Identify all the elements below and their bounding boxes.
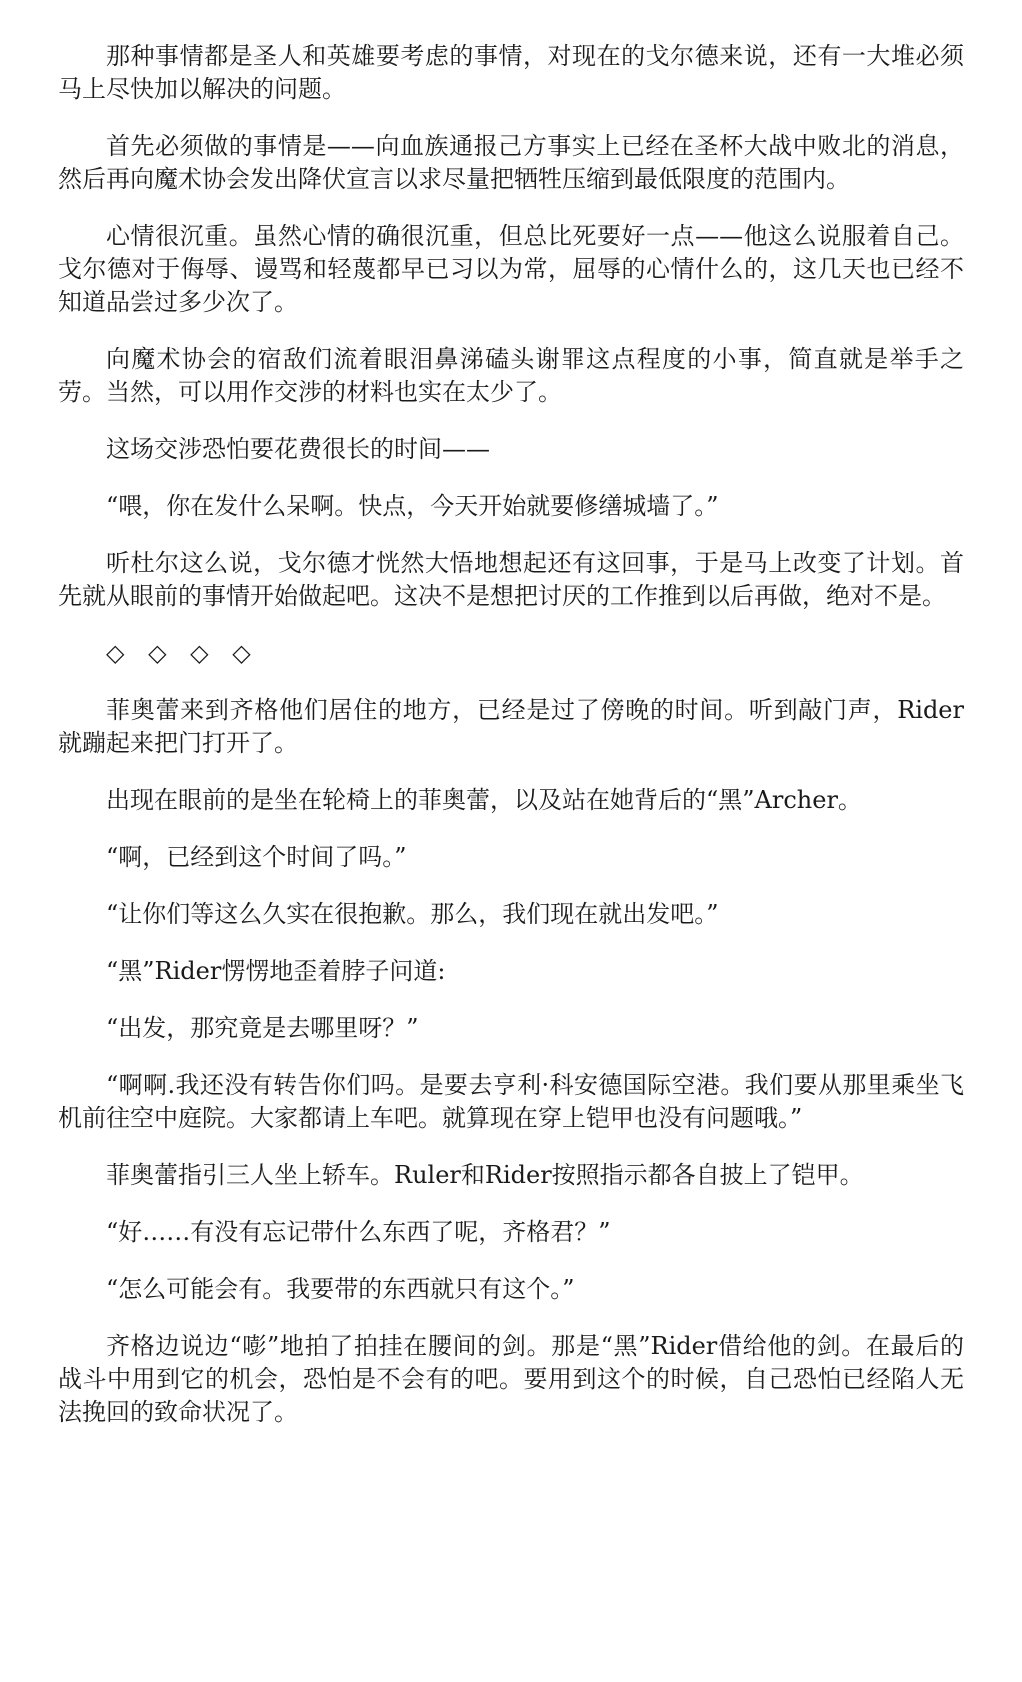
paragraph-18: “怎么可能会有。我要带的东西就只有这个。” — [106, 1275, 575, 1303]
paragraph-19: 齐格边说边“嘭”地拍了拍挂在腰间的剑。那是“黑”Rider借给他的剑。在最后的战斗中用到它的机会，恐怕是不会有的吧。要用到这个的时候，自己恐怕已经陷人无法挽回的致命状况了。 — [58, 1332, 964, 1426]
paragraph-10: 出现在眼前的是坐在轮椅上的菲奥蕾，以及站在她背后的“黑”Archer。 — [106, 786, 862, 814]
section-separator: ◇ ◇ ◇ ◇ — [106, 639, 259, 667]
paragraph-16: 菲奥蕾指引三人坐上轿车。Ruler和Rider按照指示都各自披上了铠甲。 — [106, 1161, 864, 1189]
paragraph-9: 菲奥蕾来到齐格他们居住的地方，已经是过了傍晚的时间。听到敲门声，Rider就蹦起来把门打开了。 — [58, 696, 964, 757]
paragraph-11: “啊，已经到这个时间了吗。” — [106, 843, 407, 871]
paragraph-1: 那种事情都是圣人和英雄要考虑的事情，对现在的戈尔德来说，还有一大堆必须马上尽快加以解决的问题。 — [58, 42, 964, 103]
paragraph-5: 这场交涉恐怕要花费很长的时间—— — [106, 435, 490, 463]
paragraph-3: 心情很沉重。虽然心情的确很沉重，但总比死要好一点——他这么说服着自己。戈尔德对于侮辱、谩骂和轻蔑都早已习以为常，屈辱的心情什么的，这几天也已经不知道品尝过多少次了。 — [58, 222, 964, 316]
paragraph-7: 听杜尔这么说，戈尔德才恍然大悟地想起还有这回事，于是马上改变了计划。首先就从眼前的事情开始做起吧。这决不是想把讨厌的工作推到以后再做，绝对不是。 — [58, 549, 964, 610]
paragraph-2: 首先必须做的事情是——向血族通报己方事实上已经在圣杯大战中败北的消息，然后再向魔术协会发出降伏宣言以求尽量把牺牲压缩到最低限度的范围内。 — [58, 132, 964, 193]
paragraph-14: “出发，那究竟是去哪里呀？” — [106, 1014, 419, 1042]
paragraph-12: “让你们等这么久实在很抱歉。那么，我们现在就出发吧。” — [106, 900, 719, 928]
document-page — [58, 40, 964, 1453]
paragraph-17: “好……有没有忘记带什么东西了呢，齐格君？” — [106, 1218, 611, 1246]
paragraph-4: 向魔术协会的宿敌们流着眼泪鼻涕磕头谢罪这点程度的小事，简直就是举手之劳。当然，可以用作交涉的材料也实在太少了。 — [58, 345, 964, 406]
paragraph-6: “喂，你在发什么呆啊。快点，今天开始就要修缮城墙了。” — [106, 492, 719, 520]
paragraph-15: “啊啊.我还没有转告你们吗。是要去亨利·科安德国际空港。我们要从那里乘坐飞机前往空中庭院。大家都请上车吧。就算现在穿上铠甲也没有问题哦。” — [58, 1071, 964, 1132]
paragraph-13: “黑”Rider愣愣地歪着脖子问道: — [106, 957, 446, 985]
